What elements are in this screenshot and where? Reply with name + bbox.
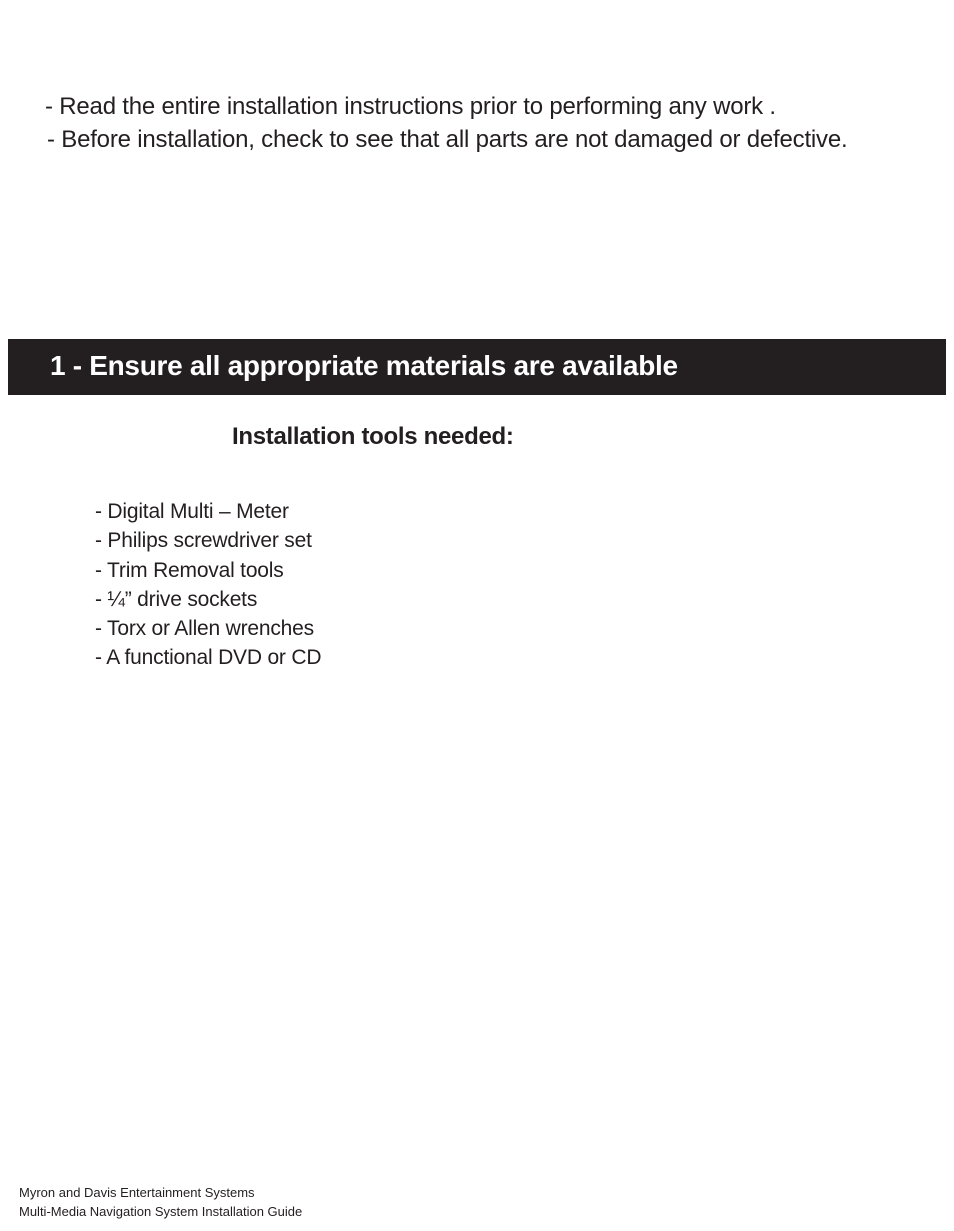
list-item: - Philips screwdriver set	[95, 529, 312, 553]
list-item: - Torx or Allen wrenches	[95, 617, 314, 641]
list-item: - Digital Multi – Meter	[95, 500, 289, 523]
tools-heading: Installation tools needed:	[232, 423, 514, 450]
page-footer	[19, 1183, 302, 1221]
tools-list	[95, 497, 321, 673]
intro-instruction-read: - Read the entire installation instructions prior to performing any work .	[45, 93, 776, 120]
footer-guide-title: Multi-Media Navigation System Installation Guide	[19, 1204, 303, 1219]
list-item: - Trim Removal tools	[95, 558, 284, 582]
section-title: 1 - Ensure all appropriate materials are available	[50, 350, 678, 381]
intro-instruction-check: - Before installation, check to see that all parts are not damaged or defective.	[47, 126, 848, 153]
list-item: - ¼” drive sockets	[95, 587, 258, 611]
section-header-bar	[8, 339, 946, 395]
list-item: - A functional DVD or CD	[95, 646, 322, 670]
footer-company: Myron and Davis Entertainment Systems	[19, 1185, 255, 1200]
